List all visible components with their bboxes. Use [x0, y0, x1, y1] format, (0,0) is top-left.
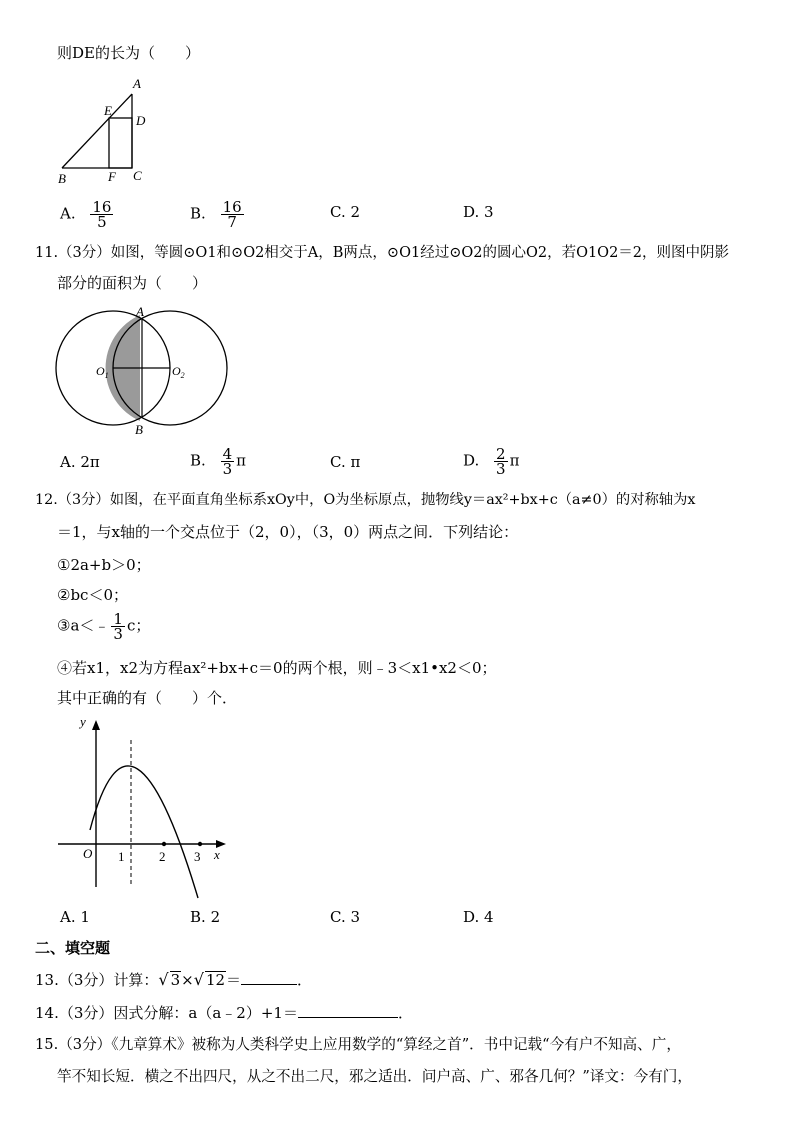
q11-figure: [50, 303, 250, 443]
q12-conclusion-1: ①2a+b＞0；: [57, 556, 151, 574]
q11-option-a: A. 2π: [60, 453, 100, 471]
q10-figure: [50, 72, 180, 192]
q12-tick-1: 1: [118, 849, 125, 864]
q12-graph: [50, 712, 240, 902]
q12-axis-y: y: [80, 714, 86, 729]
q10-label-a: A: [133, 76, 141, 91]
q11-option-d: D. $\frac{2}{3}$ π: [463, 445, 520, 478]
q12-option-d: D. 4: [463, 908, 494, 926]
section-fill-in-heading: 二、填空题: [35, 939, 111, 957]
q11-stem-line2: 部分的面积为（ ）: [57, 274, 208, 292]
q12-option-b: B. 2: [190, 908, 221, 926]
q14-answer-blank[interactable]: [298, 1003, 398, 1018]
q12-conclusion-3: ③a＜﹣ $\frac{1}{3}$ c；: [57, 610, 151, 643]
q11-label-a: A: [136, 304, 144, 319]
q11-label-o1: $O_1$: [96, 364, 109, 380]
q12-tick-3: 3: [194, 849, 201, 864]
q12-stem-line2: ＝1，与x轴的一个交点位于（2，0），（3，0）两点之间．下列结论：: [57, 523, 519, 541]
q11-stem-line1: 11.（3分）如图，等圆⊙O1和⊙O2相交于A，B两点，⊙O1经过⊙O2的圆心O2，若O1O2＝2，则图中阴影: [35, 245, 730, 261]
q15-line1: 15.（3分）《九章算术》被称为人类科学史上应用数学的“算经之首”．书中记载“今有户不知高、广，: [35, 1036, 681, 1053]
q13-answer-blank[interactable]: [241, 970, 297, 985]
q15-line2: 竿不知长短．横之不出四尺，从之不出二尺，邪之适出．问户高、广、邪各几何？”译文：今有门，: [57, 1068, 692, 1085]
q11-option-c: C. π: [330, 453, 361, 471]
q14-line: 14.（3分）因式分解：a（a﹣2）+1＝ ．: [35, 1004, 413, 1022]
q13-line: 13.（3分）计算：√ 3×√ 12＝ ．: [35, 970, 313, 989]
q10-label-c: C: [133, 168, 142, 183]
q12-conclusion-2: ②bc＜0；: [57, 586, 128, 604]
q10-stem-tail: 则DE的长为（ ）: [57, 44, 200, 62]
q10-option-a: A. $\frac{16}{5}$: [60, 198, 112, 231]
q10-label-d: D: [136, 113, 146, 128]
q10-option-b: B. $\frac{16}{7}$: [190, 198, 242, 231]
q12-stem-line1: 12.（3分）如图，在平面直角坐标系xOy中，O为坐标原点，抛物线y＝ax²+bx+c（a≠0）的对称轴为x: [35, 492, 696, 508]
q10-label-b: B: [58, 171, 66, 186]
q12-tick-2: 2: [159, 849, 166, 864]
q11-label-b: B: [135, 422, 143, 437]
q11-option-b: B. $\frac{4}{3}$ π: [190, 445, 246, 478]
q12-axis-x: x: [214, 847, 220, 862]
q12-option-c: C. 3: [330, 908, 361, 926]
q12-option-a: A. 1: [60, 908, 90, 926]
q11-label-o2: $O_2$: [172, 364, 185, 380]
q10-option-d: D. 3: [463, 203, 494, 221]
q12-ask: 其中正确的有（ ）个．: [57, 689, 238, 707]
q10-option-c: C. 2: [330, 203, 361, 221]
q10-label-e: E: [104, 103, 112, 118]
q10-label-f: F: [108, 169, 116, 184]
q12-origin: O: [83, 846, 93, 861]
q12-conclusion-4: ④若x1，x2为方程ax²+bx+c＝0的两个根，则﹣3＜x1•x2＜0；: [57, 659, 497, 677]
